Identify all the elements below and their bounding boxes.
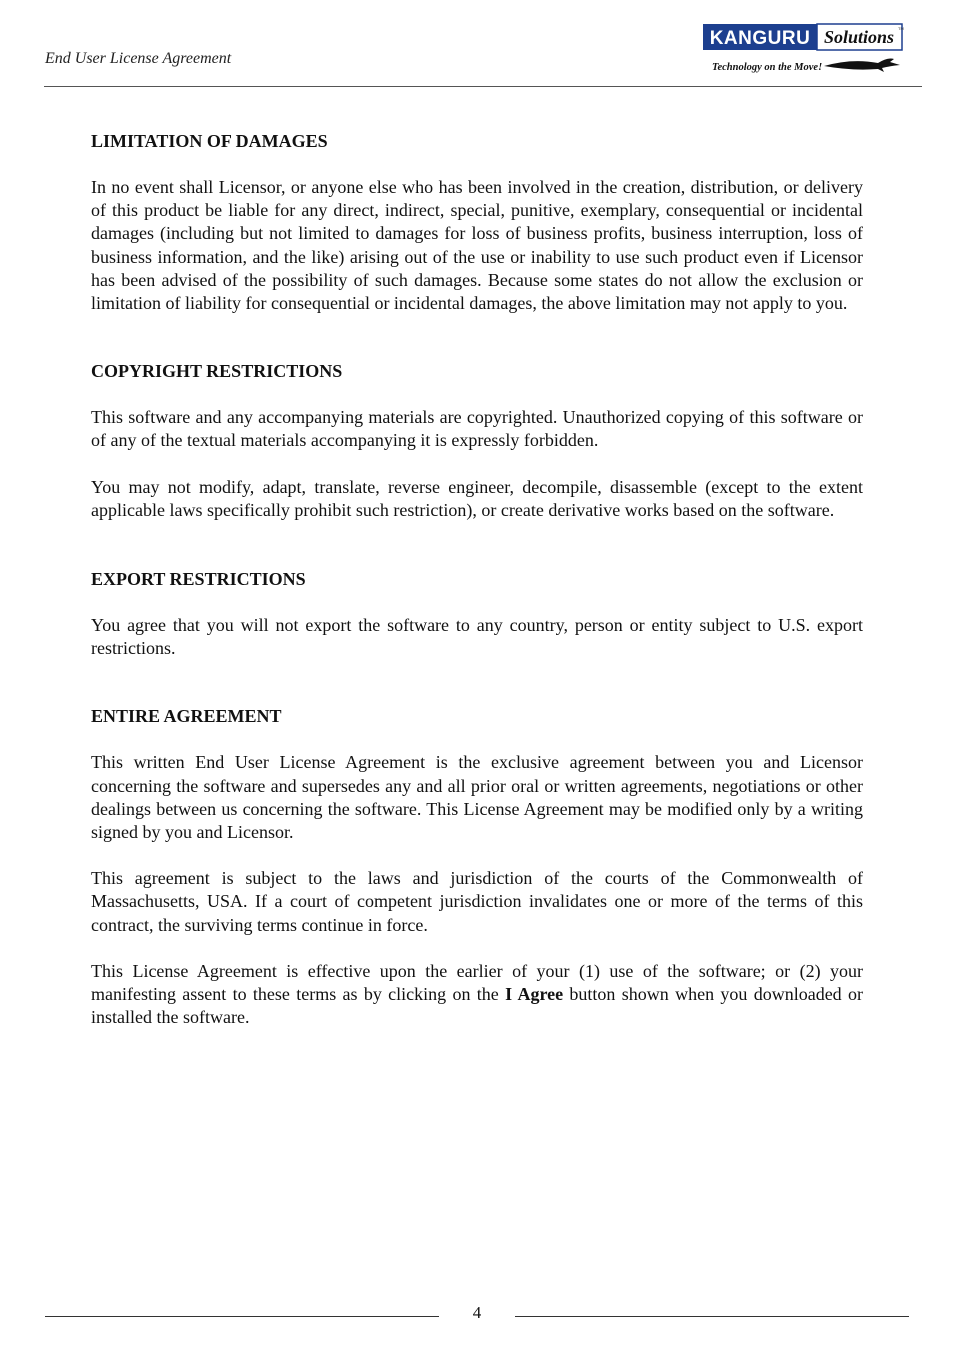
paragraph-text: button shown when you downloaded or installed the software. xyxy=(91,984,864,1028)
logo-trademark: TM xyxy=(898,26,904,31)
kangaroo-icon xyxy=(824,59,900,73)
page-number: 4 xyxy=(472,1303,482,1322)
section-heading: COPYRIGHT RESTRICTIONS xyxy=(91,361,343,382)
section-heading: ENTIRE AGREEMENT xyxy=(91,706,282,727)
paragraph: This software and any accompanying materials are copyrighted. Unauthorized copying of this software or of any of the textual materials accompanying it is expressly forbidden. xyxy=(91,407,863,451)
logo-suffix-text: Solutions xyxy=(823,27,895,47)
paragraph-effective-date xyxy=(91,960,863,1030)
paragraph: You may not modify, adapt, translate, reverse engineer, decompile, disassemble (except to the extent applicable laws specifically prohibit such restriction), or create derivative works based on the software. xyxy=(91,476,863,520)
paragraph: This written End User License Agreement is the exclusive agreement between you and Licensor concerning the software and supersedes any and all prior oral or written agreements, negotiations or other dealings between us concerning the software. This License Agreement may be modified only by a writing signed by you and Licensor. xyxy=(91,752,863,843)
kanguru-logo xyxy=(702,22,906,76)
section-limitation-of-damages xyxy=(91,130,863,315)
i-agree-emphasis: I Agree xyxy=(505,984,564,1005)
logo-tagline: Technology on the Move! xyxy=(712,62,823,73)
footer-rule-left xyxy=(45,1316,439,1317)
header-title: End User License Agreement xyxy=(45,50,232,67)
footer-rule-right xyxy=(515,1316,909,1317)
paragraph-text: This License Agreement is effective upon the earlier of your (1) use of the software; or (2) your manifesting assent to these terms as by clicking on the xyxy=(91,960,863,1005)
paragraph: You agree that you will not export the software to any country, person or entity subject to U.S. export restrictions. xyxy=(91,615,863,659)
document-body xyxy=(91,130,863,1029)
paragraph: In no event shall Licensor, or anyone else who has been involved in the creation, distribution, or delivery of this product be liable for any direct, indirect, special, punitive, exemplary, consequential or incidental damages (including but not limited to damages for loss of business profits, business interruption, loss of business information, and the like) arising out of the use or inability to use such product even if Licensor has been advised of the possibility of such damages. Because some states do not allow the exclusion or limitation of liability for consequential or incidental damages, the above limitation may not apply to you. xyxy=(91,177,863,314)
section-heading: EXPORT RESTRICTIONS xyxy=(91,569,306,590)
header-rule xyxy=(44,86,922,87)
section-entire-agreement xyxy=(91,705,863,1029)
section-heading: LIMITATION OF DAMAGES xyxy=(91,131,328,151)
logo-brand-text: KANGURU xyxy=(709,28,811,49)
paragraph: This agreement is subject to the laws and jurisdiction of the courts of the Commonwealth of Massachusetts, USA. If a court of competent jurisdiction invalidates one or more of the terms of this contract, the surviving terms continue in force. xyxy=(91,868,863,935)
section-export-restrictions xyxy=(91,568,863,660)
section-copyright-restrictions xyxy=(91,360,863,522)
